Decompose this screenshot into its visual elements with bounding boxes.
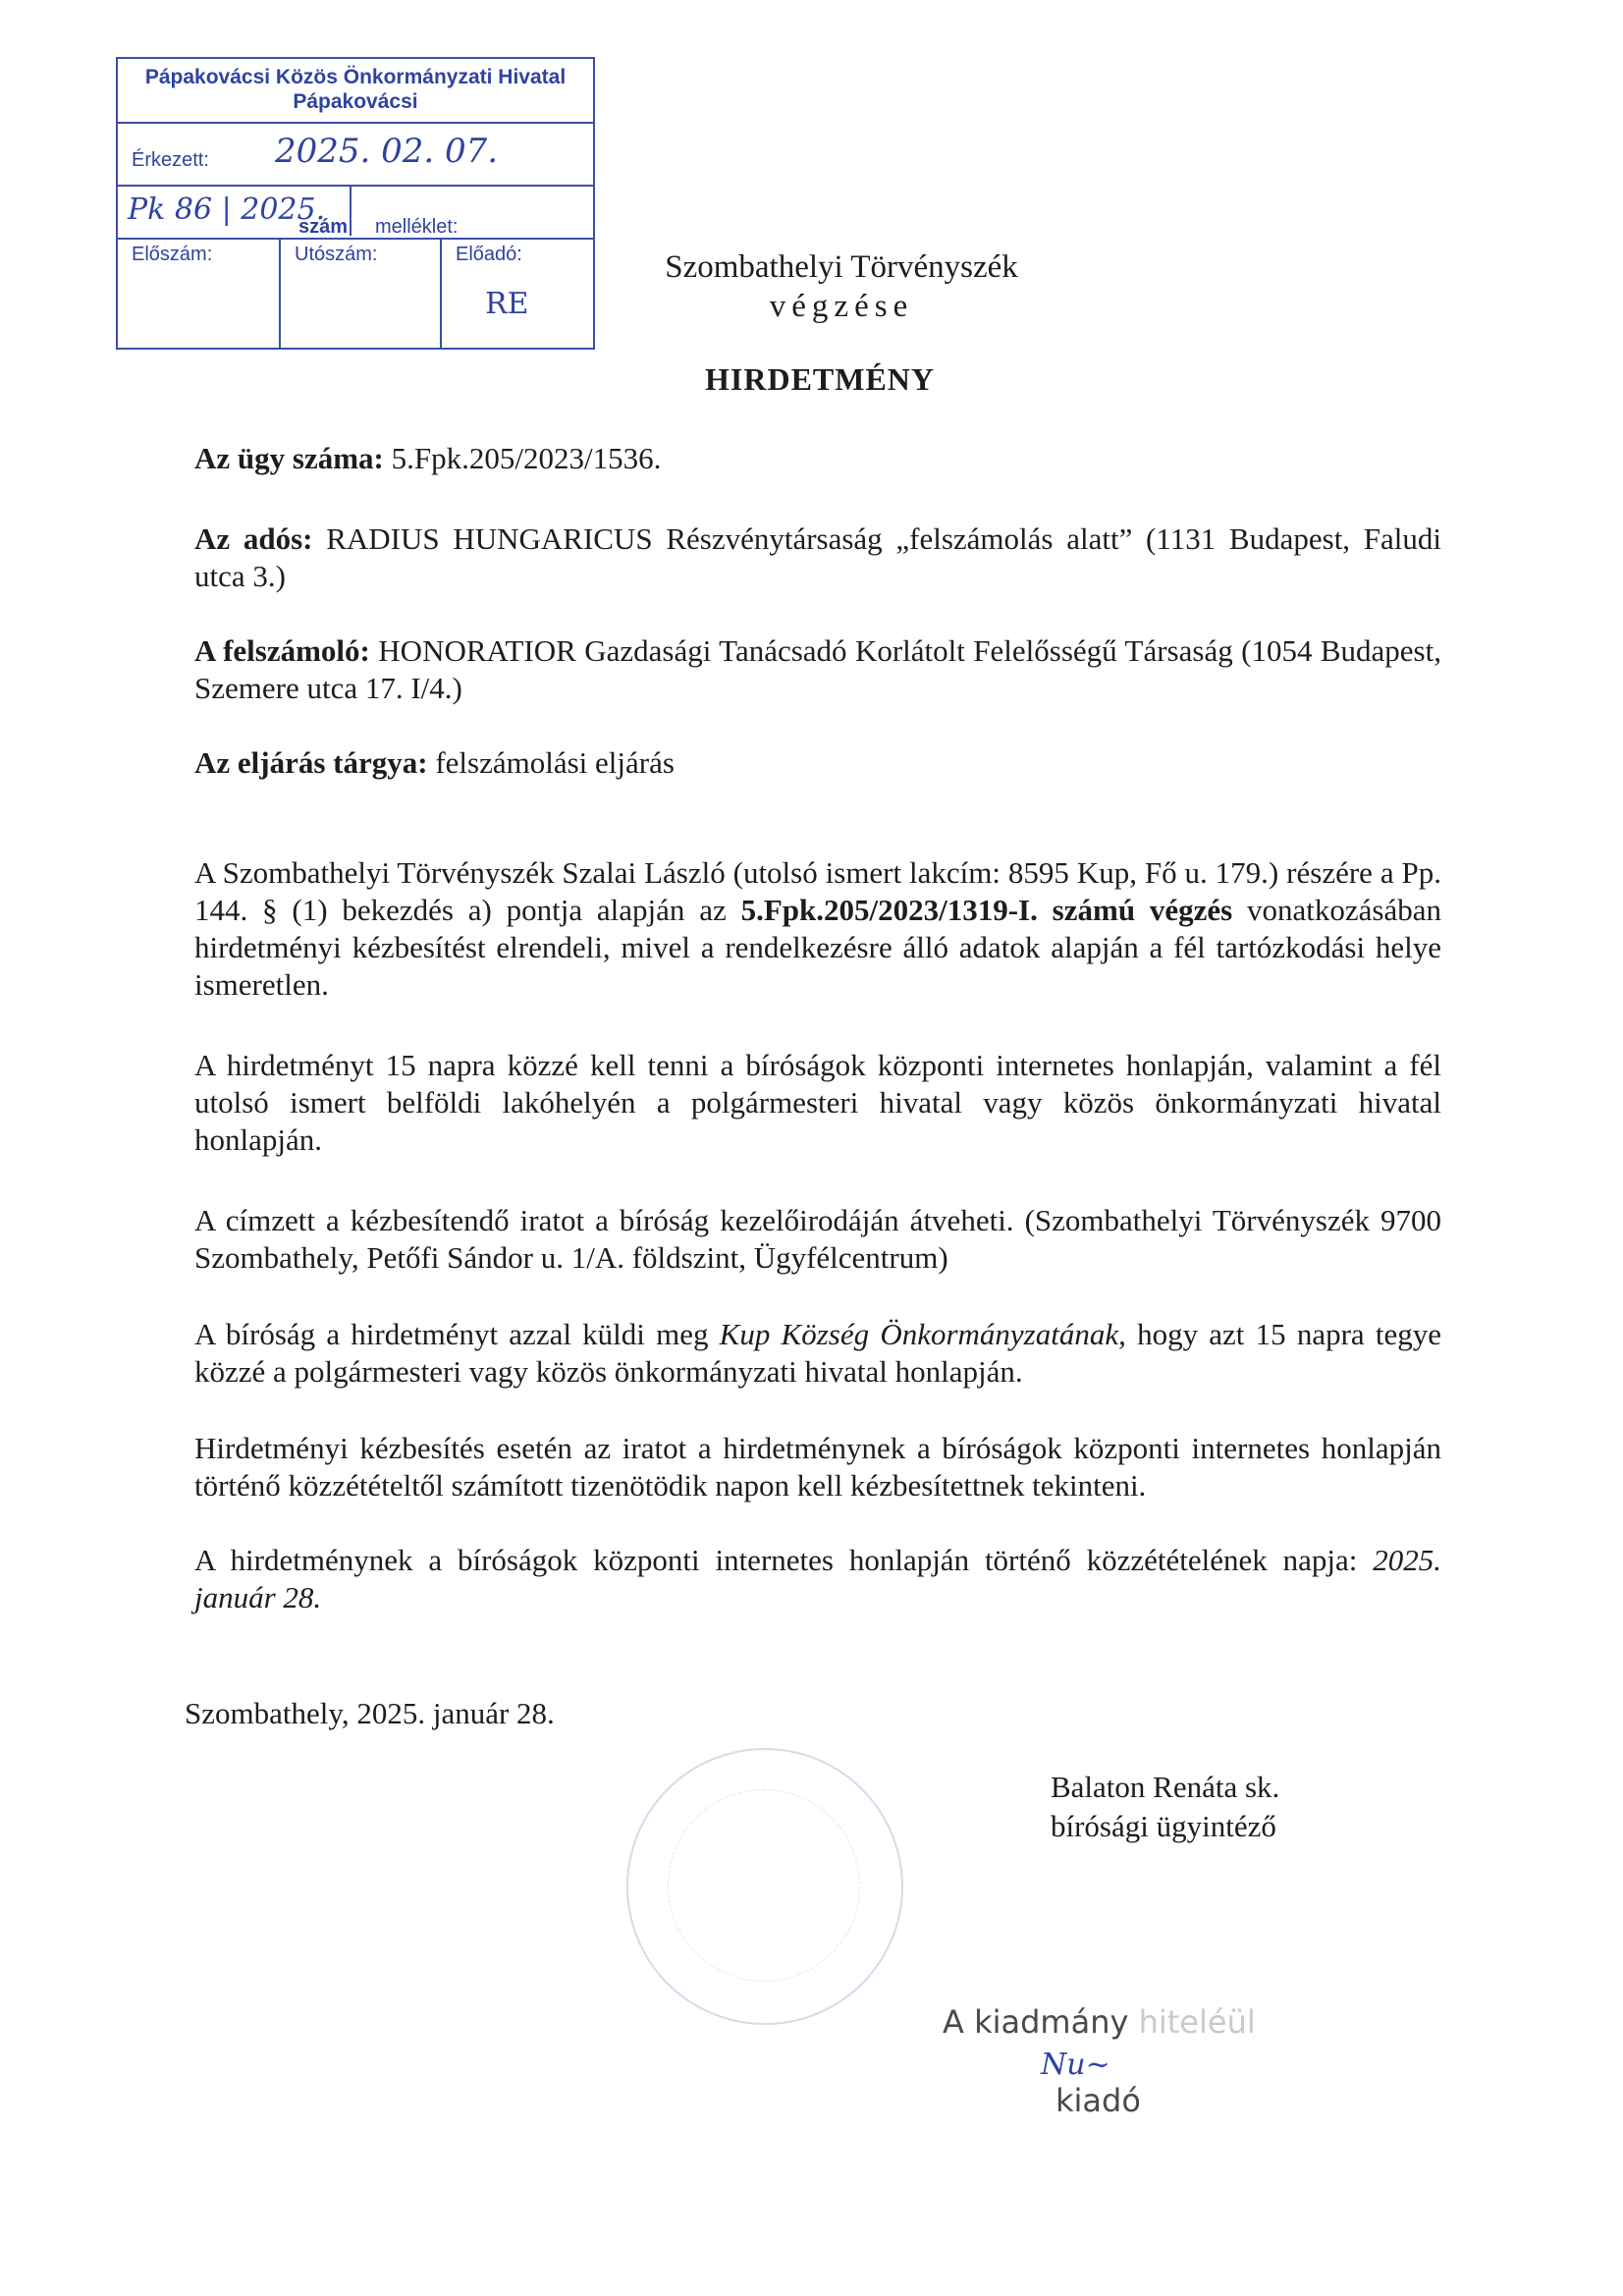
debtor-label: Az adós:: [194, 521, 313, 556]
handwritten-signature: Nu~: [1041, 2048, 1110, 2082]
municipality-name: Kup Község Önkormányzatának,: [719, 1317, 1126, 1351]
municipality-text-a: A bíróság a hirdetményt azzal küldi meg: [194, 1317, 709, 1351]
municipality-text-b: hogy azt 15 napra tegye közzé a polgármesteri vagy közös önkormányzati hivatal honlapján.: [194, 1317, 1441, 1389]
order-text-a: A Szombathelyi Törvényszék Szalai László (utolsó ismert lakcím: 8595 Kup, Fő u. 179.) részére a Pp. 144. § (1) bekezdés a) pontja alapján az: [194, 855, 1441, 927]
stamp-reference-number: Pk 86 | 2025.: [128, 192, 326, 227]
court-name: Szombathelyi Törvényszék: [665, 249, 1018, 285]
stamp-divider: [118, 185, 593, 187]
case-number-value: 5.Fpk.205/2023/1536.: [391, 441, 662, 475]
liquidator-label: A felszámoló:: [194, 633, 370, 668]
proceeding-subject: [194, 744, 1441, 782]
collection-paragraph: A címzett a kézbesítendő iratot a bíróság kezelőirodáján átveheti. (Szombathelyi Törvényszék 9700 Szombathely, Petőfi Sándor u. 1/A. földszint, Ügyfélcentrum): [194, 1203, 1441, 1275]
publication-paragraph: A hirdetményt 15 napra közzé kell tenni a bíróságok központi internetes honlapján, valamint a fél utolsó ismert belföldi lakóhelyén a polgármesteri hivatal vagy közös önkormányzati hivatal honlapján.: [194, 1048, 1441, 1157]
stamp-received-date: 2025. 02. 07.: [275, 132, 499, 171]
decision-label: végzése: [769, 289, 914, 324]
stamp-received-label: Érkezett:: [132, 149, 209, 171]
delivery-paragraph: Hirdetményi kézbesítés esetén az iratot a hirdetménynek a bíróságok központi internetes honlapján történő közzétételtől számított tizenötödik napon kell kézbesítettnek tekinteni.: [194, 1431, 1441, 1503]
issuer-label: kiadó: [1055, 2082, 1141, 2119]
stamp-postnumber-label: Utószám:: [295, 244, 378, 265]
signatory-name: Balaton Renáta sk.: [1051, 1770, 1280, 1804]
document-title: HIRDETMÉNY: [705, 361, 936, 397]
place-and-date: Szombathely, 2025. január 28.: [185, 1696, 555, 1730]
stamp-organization: [118, 65, 593, 114]
order-text-b: vonatkozásában hirdetményi kézbesítést elrendeli, mivel a rendelkezésre álló adatok alapján a fél tartózkodási helye ismeretlen.: [194, 893, 1442, 1002]
court-header: [640, 247, 1043, 326]
stamp-org-line2: Pápakovácsi: [293, 90, 418, 113]
stamp-officer-label: Előadó:: [456, 244, 522, 265]
stamp-org-line1: Pápakovácsi Közös Önkormányzati Hivatal: [144, 66, 567, 88]
subject-label: Az eljárás tárgya:: [194, 745, 428, 780]
certification-stamp: [943, 2003, 1256, 2041]
court-seal: [626, 1748, 903, 2025]
debtor: [194, 520, 1441, 595]
certification-text: A kiadmány: [943, 2003, 1129, 2041]
order-paragraph: [194, 854, 1441, 1004]
stamp-divider: [350, 185, 352, 236]
stamp-attachment-label: melléklet:: [375, 216, 459, 238]
liquidator-value: HONORATIOR Gazdasági Tanácsadó Korlátolt Felelősségű Társaság (1054 Budapest, Szemere utca 17. I/4.): [194, 633, 1441, 705]
subject-value: felszámolási eljárás: [435, 745, 675, 780]
publication-date: 2025. január 28.: [194, 1543, 1442, 1614]
signatory-role: bírósági ügyintéző: [1051, 1809, 1276, 1843]
liquidator: [194, 632, 1441, 707]
stamp-divider: [118, 122, 593, 124]
stamp-divider: [118, 238, 593, 240]
stamp-officer-initials: RE: [485, 287, 529, 321]
stamp-prenumber-label: Előszám:: [132, 244, 213, 265]
case-number: [194, 440, 1441, 477]
registration-stamp: [116, 57, 595, 350]
debtor-value: RADIUS HUNGARICUS Részvénytársaság „felszámolás alatt” (1131 Budapest, Faludi utca 3.): [194, 521, 1442, 593]
case-number-label: Az ügy száma:: [194, 441, 384, 475]
stamp-divider: [440, 238, 442, 348]
publication-date-paragraph: [194, 1542, 1441, 1616]
municipality-paragraph: [194, 1316, 1441, 1391]
stamp-divider: [279, 238, 281, 348]
stamp-number-label: szám: [298, 216, 349, 238]
order-decision-reference: 5.Fpk.205/2023/1319-I. számú végzés: [740, 893, 1233, 927]
publication-date-text: A hirdetménynek a bíróságok központi internetes honlapján történő közzétételének napja:: [194, 1543, 1358, 1577]
signature-block: [1051, 1768, 1279, 1846]
certification-text-faded: hiteléül: [1138, 2003, 1256, 2041]
